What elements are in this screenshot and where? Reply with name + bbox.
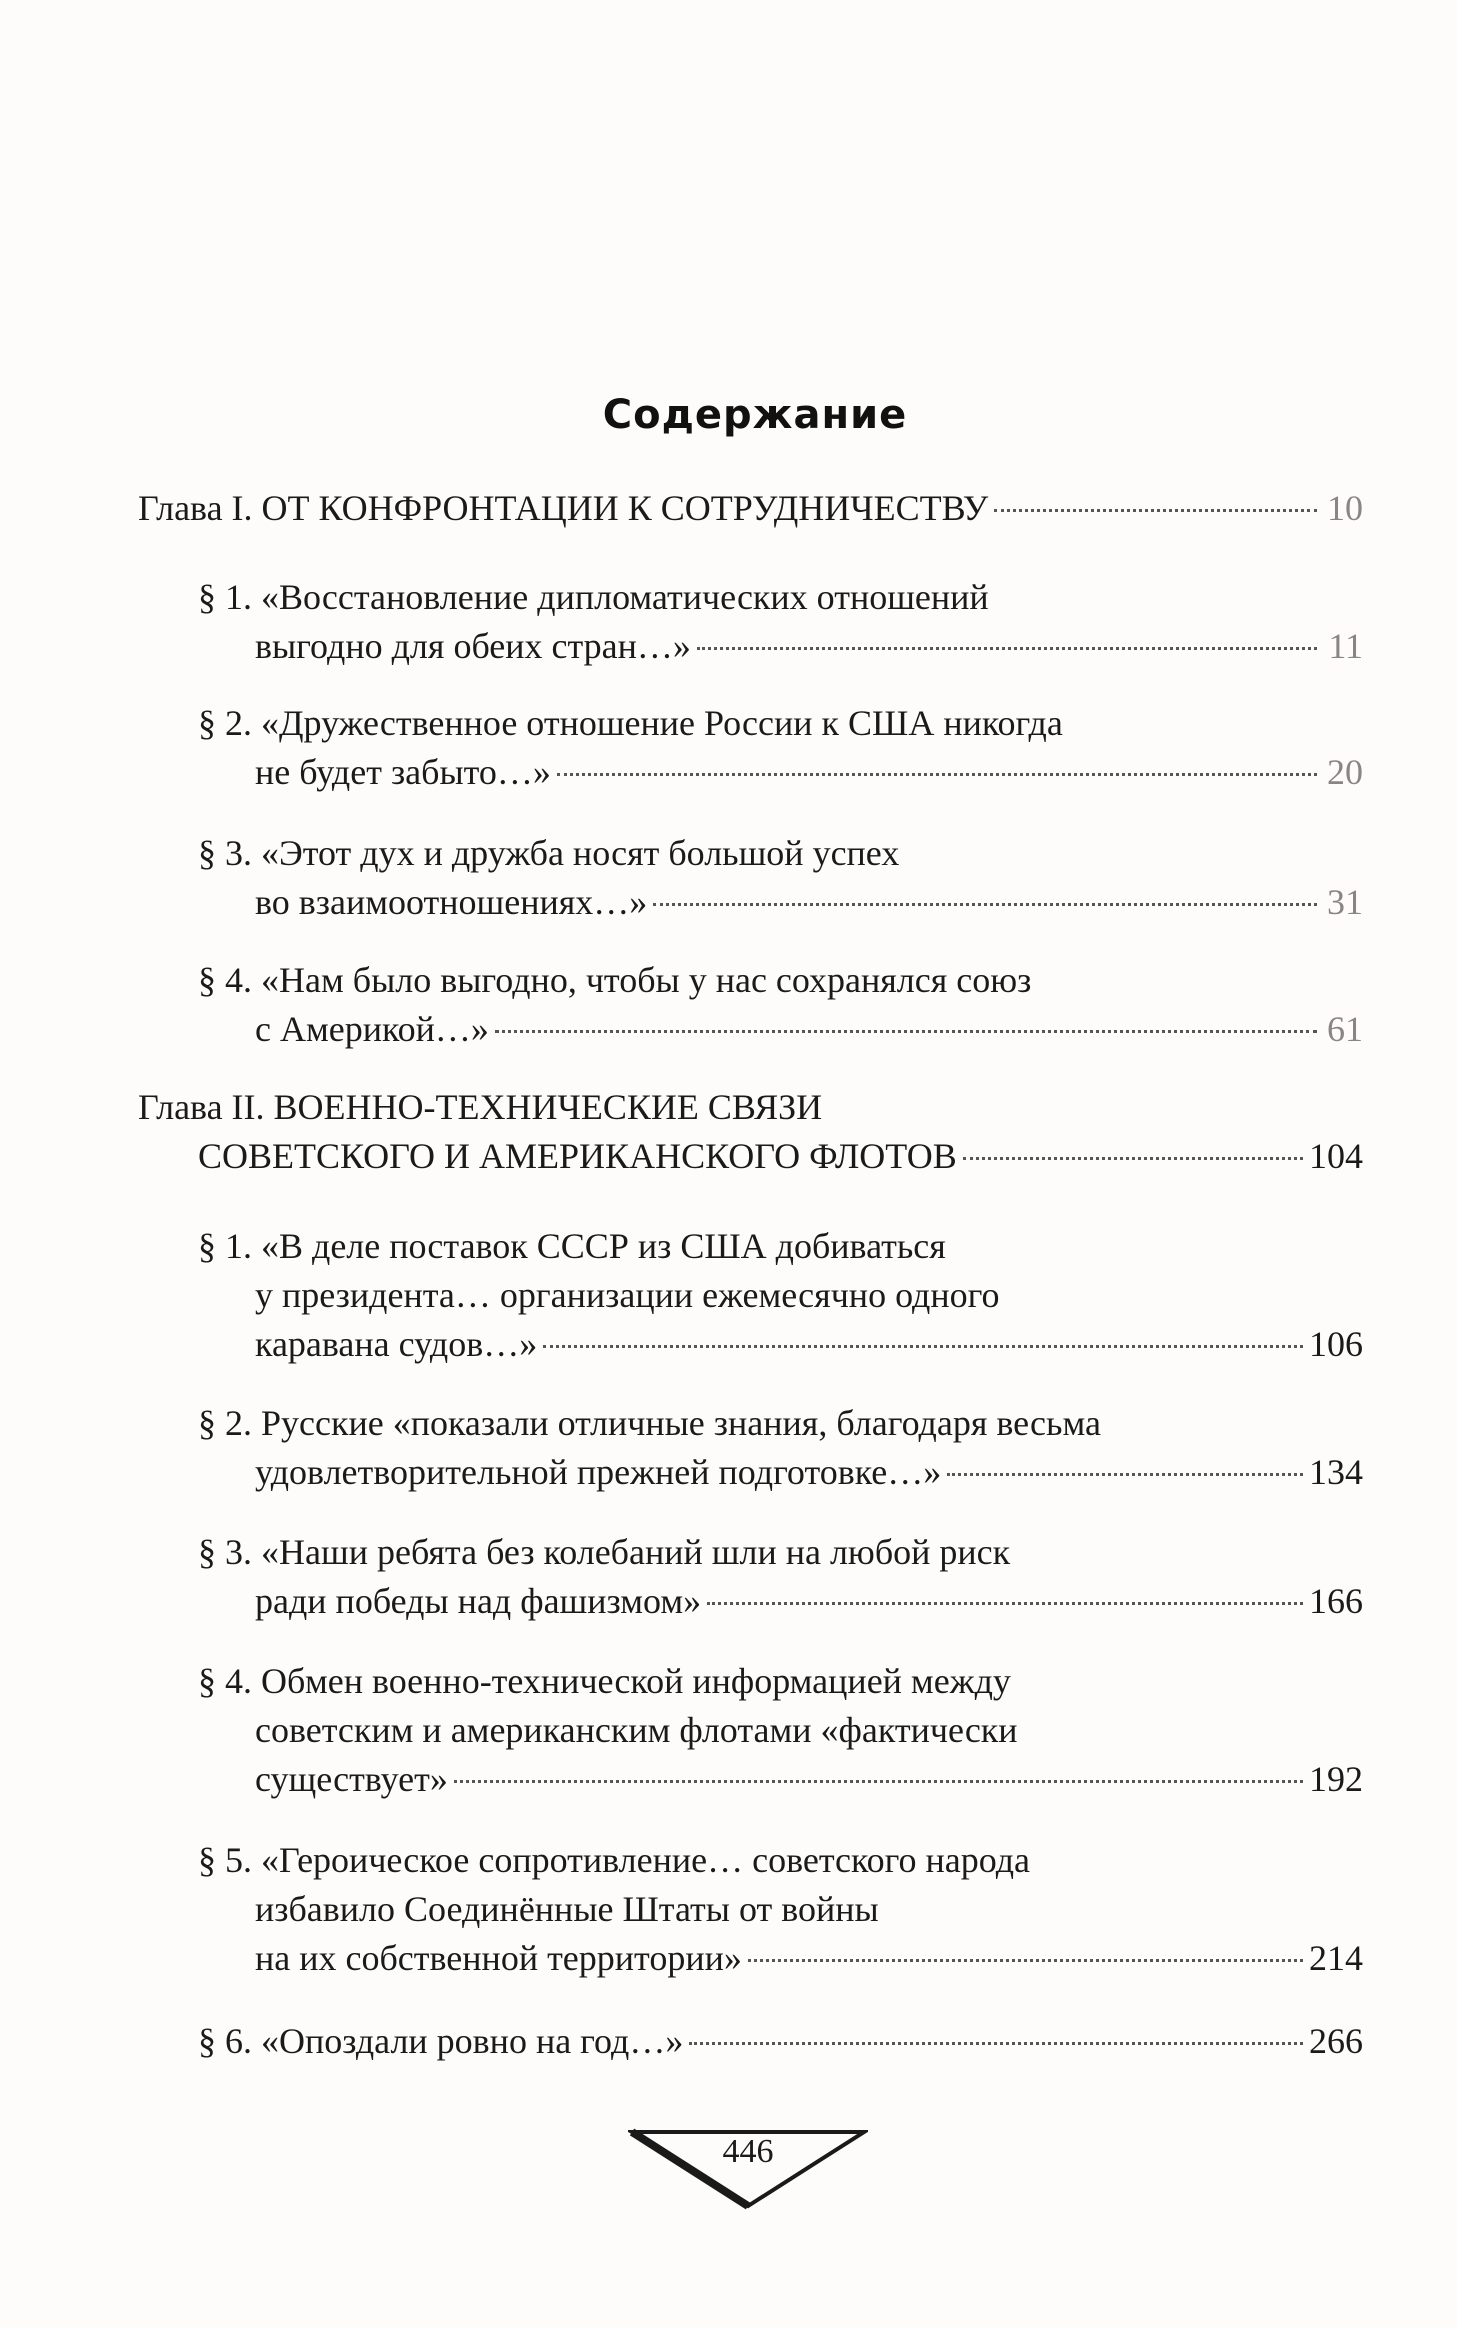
entry-text: с Америкой…» [255, 1009, 489, 1049]
entry-page-number: 10 [1327, 488, 1363, 528]
entry-page-number: 166 [1309, 1581, 1363, 1621]
entry-text: § 6. «Опоздали ровно на год…» [198, 2021, 684, 2061]
page-number-footer [628, 2128, 868, 2210]
dot-leader [557, 773, 1317, 776]
toc-section-entry [138, 2017, 1363, 2066]
entry-page-number: 104 [1309, 1136, 1363, 1176]
entry-text: § 3. «Этот дух и дружба носят большой успех [198, 833, 900, 873]
toc-section-entry [138, 1657, 1363, 1804]
entry-text: во взаимоотношениях…» [255, 882, 648, 922]
entry-text: § 2. Русские «показали отличные знания, благодаря весьма [198, 1403, 1101, 1443]
entry-text: § 4. «Нам было выгодно, чтобы у нас сохранялся союз [198, 960, 1032, 1000]
toc-section-entry [138, 1222, 1363, 1369]
entry-text: СОВЕТСКОГО И АМЕРИКАНСКОГО ФЛОТОВ [198, 1136, 957, 1176]
entry-text: выгодно для обеих стран…» [255, 626, 691, 666]
entry-text: на их собственной территории» [255, 1938, 742, 1978]
dot-leader [454, 1780, 1303, 1783]
toc-section-entry [138, 1528, 1363, 1626]
toc-section-entry [138, 1399, 1363, 1497]
entry-page-number: 214 [1309, 1938, 1363, 1978]
dot-leader [697, 647, 1317, 650]
entry-page-number: 266 [1309, 2021, 1363, 2061]
entry-text: § 1. «В деле поставок СССР из США добиваться [198, 1226, 946, 1266]
entry-text: § 2. «Дружественное отношение России к США никогда [198, 703, 1063, 743]
entry-text: существует» [255, 1759, 448, 1799]
entry-page-number: 106 [1309, 1324, 1363, 1364]
entry-text: § 5. «Героическое сопротивление… советского народа [198, 1840, 1031, 1880]
entry-page-number: 11 [1328, 626, 1363, 666]
entry-text: § 4. Обмен военно-технической информацией между [198, 1661, 1011, 1701]
entry-text: советским и американским флотами «фактически [255, 1710, 1018, 1750]
entry-text: у президента… организации ежемесячно одного [255, 1275, 1000, 1315]
dot-leader [963, 1157, 1303, 1160]
entry-text: каравана судов…» [255, 1324, 538, 1364]
toc-section-entry [138, 1836, 1363, 1983]
dot-leader [689, 2042, 1303, 2045]
entry-text: Глава II. ВОЕННО-ТЕХНИЧЕСКИЕ СВЯЗИ [138, 1087, 823, 1127]
toc-section-entry [138, 829, 1363, 927]
toc-section-entry [138, 699, 1363, 797]
dot-leader [653, 903, 1317, 906]
entry-text: избавило Соединённые Штаты от войны [255, 1889, 879, 1929]
entry-page-number: 20 [1327, 752, 1363, 792]
toc-section-entry [138, 573, 1363, 671]
dot-leader [707, 1602, 1303, 1605]
dot-leader [994, 509, 1317, 512]
entry-text: § 3. «Наши ребята без колебаний шли на любой риск [198, 1532, 1011, 1572]
entry-page-number: 192 [1309, 1759, 1363, 1799]
entry-text: удовлетворительной прежней подготовке…» [255, 1452, 942, 1492]
toc-chapter-entry [138, 1083, 1363, 1181]
entry-text: не будет забыто…» [255, 752, 551, 792]
toc-chapter-entry [138, 484, 1363, 533]
dot-leader [543, 1345, 1303, 1348]
entry-text: § 1. «Восстановление дипломатических отношений [198, 577, 989, 617]
dot-leader [495, 1030, 1317, 1033]
toc-section-entry [138, 956, 1363, 1054]
entry-page-number: 61 [1327, 1009, 1363, 1049]
entry-text: ради победы над фашизмом» [255, 1581, 702, 1621]
page-number: 446 [722, 2133, 774, 2170]
toc-title: Содержание [602, 392, 908, 438]
dot-leader [748, 1959, 1303, 1962]
entry-text: Глава I. ОТ КОНФРОНТАЦИИ К СОТРУДНИЧЕСТВУ [138, 488, 989, 528]
entry-page-number: 134 [1309, 1452, 1363, 1492]
entry-page-number: 31 [1327, 882, 1363, 922]
dot-leader [947, 1473, 1303, 1476]
